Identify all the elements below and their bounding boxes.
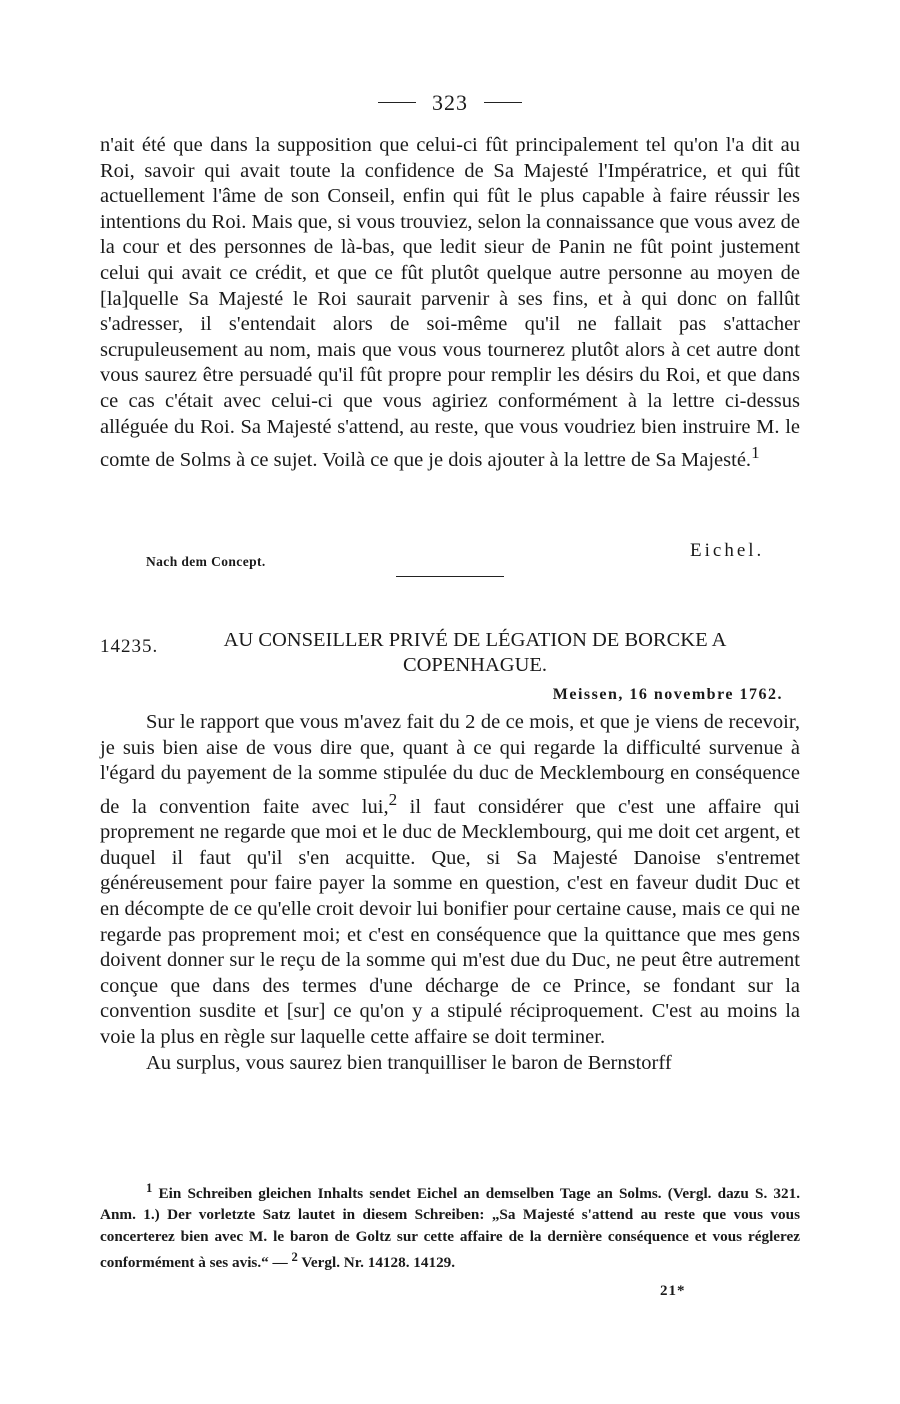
signature: Eichel. [690, 540, 765, 561]
footnote-ref-1: 1 [751, 443, 760, 463]
document-heading [100, 628, 800, 678]
source-note: Nach dem Concept. [146, 554, 266, 569]
document-title: AU CONSEILLER PRIVÉ DE LÉGATION DE BORCKE A COPENHAGUE. [223, 629, 727, 676]
footnotes [100, 1178, 800, 1273]
footnote-2-mark: 2 [291, 1249, 298, 1264]
page-header [0, 88, 900, 116]
paragraph-1-text-a: Sur le rapport que vous m'avez fait du 2 de ce mois, et que je viens de recevoir, je suis bien aise de vous dire que, quant à ce qui regarde la difficulté survenue à l'égard du payement de la somme stipulée du duc de Mecklembourg en conséquence de la convention faite avec lui, [100, 711, 800, 818]
footnote-1-text: Ein Schreiben gleichen Inhalts sendet Eichel an demselben Tage an Solms. (Vergl. dazu S. 321. Anm. 1.) Der vorletzte Satz lautet in diesem Schreiben: „Sa Majesté s'attend au reste que vous vous concerterez bien avec M. le baron de Goltz sur cette affaire de la dernière conséquence et vous réglerez conformément à ses avis.“ — [100, 1185, 800, 1272]
paragraph-2: Au surplus, vous saurez bien tranquilliser le baron de Bernstorff [146, 1051, 672, 1074]
signature-mark: 21* [660, 1283, 686, 1299]
letter-continuation-text: n'ait été que dans la supposition que celui-ci fût principalement tel qu'on l'a dit au Roi, savoir qui avait toute la confidence de Sa Majesté l'Impératrice, et qui fût actuellement l'âme de son Conseil, enfin qui fût le plus capable à faire réussir les intentions du Roi. Mais que, si vous trouviez, selon la connaissance que vous avez de la cour et des personnes de là-bas, que ledit sieur de Panin ne fût point justement celui qui avait ce crédit, et que ce fût plutôt quelque autre personne au moyen de [la]quelle Sa Majesté le Roi saurait parvenir à ses fins, et à qui donc on fallût s'adresser, il s'entendait alors de soi-même qu'il ne fallait pas s'attacher scrupuleusement au nom, mais que vous vous tournerez plutôt alors à cet autre dont vous saurez être persuadé qu'il fût propre pour remplir les désirs du Roi, et que dans ce cas c'était avec celui-ci que vous agiriez conformément à la lettre ci-dessus alléguée du Roi. Sa Majesté s'attend, au reste, que vous voudriez bien instruire M. le comte de Solms à ce sujet. Voilà ce que je dois ajouter à la lettre de Sa Majesté. [100, 134, 800, 471]
footnote-2-text: Vergl. Nr. 14128. 14129. [297, 1254, 456, 1272]
paragraph-1-text-b: il faut considérer que c'est une affaire qui proprement ne regarde que moi et le duc de Mecklembourg, qui me doit cet argent, et duquel il faut qu'il s'en acquitte. Que, si Sa Majesté Danoise s'entremet généreusement pour faire payer la somme en question, c'est en faveur dudit Duc et en décompte de ce qu'elle croit devoir lui bonifier pour certaine cause, mais ce qui ne regarde pas proprement moi; et c'est en conséquence que la quittance que mes gens doivent donner sur le reçu de la somme qui m'est due du Duc, ne peut être autrement conçue que dans des termes d'une décharge de ce Prince, se fondant sur la convention susdite et [sur] ce qu'on y a stipulé réciproquement. C'est au moins la voie la plus en règle sur laquelle cette affaire se doit terminer. [100, 795, 800, 1048]
header-rule-right [484, 102, 522, 103]
header-rule-left [378, 102, 416, 103]
page-number: 323 [432, 89, 468, 115]
footnote-block [100, 1178, 800, 1273]
footnote-ref-2: 2 [388, 789, 398, 809]
section-divider [396, 576, 504, 577]
document-number: 14235. [100, 636, 159, 657]
letter-body [100, 710, 800, 1076]
paragraph-1 [100, 710, 800, 1051]
footnote-1-mark: 1 [146, 1181, 153, 1195]
letter-continuation [100, 133, 800, 474]
dateline: Meissen, 16 novembre 1762. [552, 686, 783, 703]
